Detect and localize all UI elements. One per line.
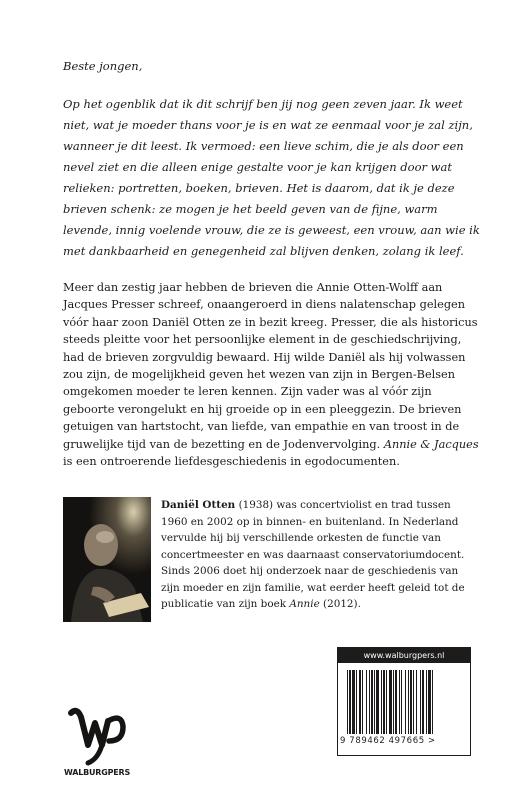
barcode-bar-24 [420,670,421,734]
isbn-number: 9 789462 497665 [340,736,425,746]
barcode-bar-27 [428,670,431,734]
publisher-url: www.walburgpers.nl [338,648,470,663]
letter-quote: Op het ogenblik dat ik dit schrijf ben jij nog geen zeven jaar. Ik weet niet, wat je moeder thans voor je is en wat ze eenmaal voor je zal zijn, wanneer je dit leest. Ik vermoed: een lieve schim, die je als door een nevel ziet en die alleen enige gestalte voor je kan krijgen door wat relieken: portretten, boeken, brieven. Het is daarom, dat ik je deze brieven schenk: ze mogen je het beeld geven van de fijne, warm levende, innig voelende vrouw, die ze is geweest, een vrouw, aan wie ik met dankbaarheid en genegenheid zal blijven denken, zolang ik leef. [63,97,480,258]
description-text: Meer dan zestig jaar hebben de brieven die Annie Otten-Wolff aan Jacques Presser schreef, onaangeroerd in diens nalatenschap gelegen vóór haar zoon Daniël Otten ze in bezit kreeg. Presser, die als historicus steeds pleitte voor het persoonlijke element in de geschiedschrijving, had de brieven zorgvuldig bewaard. Hij wilde Daniël als hij volwassen zou zijn, de mogelijkheid geven het wezen van zijn in Bergen-Belsen omgekomen moeder te leren kennen. Zijn vader was al vóór zijn geboorte verongelukt en hij groeide op in een pleeggezin. De brieven getuigen van hartstocht, van liefde, van empathie en van troost in de gruwelijke tijd van de bezetting en de Jodenvervolging. [63,281,478,451]
barcode-bar-11 [381,670,382,734]
barcode-arrow: > [428,736,436,746]
walburgpers-logo-icon [62,703,132,767]
barcode-bar-1 [349,670,351,734]
barcode-bar-14 [389,670,392,734]
barcode-bar-9 [374,670,375,734]
book-title: Annie & Jacques [383,437,479,451]
letter-salutation: Beste jongen, [63,59,143,73]
author-name: Daniël Otten [161,499,236,511]
author-bio-end: (2012). [323,598,361,610]
barcode-bar-25 [422,670,424,734]
barcode-bar-28 [432,670,433,734]
publisher-name: WALBURGPERS [63,768,131,777]
barcode-bar-0 [347,670,348,734]
barcode-bar-13 [386,670,387,734]
barcode-bar-18 [401,670,402,734]
barcode-bar-22 [413,670,414,734]
barcode-bar-20 [408,670,409,734]
author-bio-text: (1938) was concertviolist en trad tussen 1960 en 2002 op in binnen- en buitenland. In Nederland vervulde hij bij verschillende orkesten de functie van concertmeester en was daarnaast conservatoriumdocent. Sinds 2006 doet hij onderzoek naar de geschiedenis van zijn moeder en zijn familie, wat eerder heeft geleid tot de publicatie van zijn boek [161,499,465,610]
barcode-bar-6 [366,670,367,734]
barcode [337,647,471,756]
barcode-bar-26 [426,670,427,734]
barcode-bars [347,670,461,734]
barcode-bar-19 [405,670,406,734]
description-text-end: is een ontroerende liefdesgeschiedenis in egodocumenten. [63,455,400,469]
barcode-bar-5 [362,670,363,734]
author-bio [161,497,473,613]
barcode-bar-7 [369,670,370,734]
barcode-bar-16 [395,670,397,734]
barcode-bar-10 [376,670,379,734]
barcode-bar-8 [371,670,373,734]
barcode-bar-21 [410,670,412,734]
barcode-bar-3 [356,670,357,734]
barcode-bar-12 [383,670,385,734]
author-photo [63,497,151,622]
barcode-bar-15 [393,670,394,734]
publisher-logo [62,703,132,788]
barcode-bar-2 [352,670,355,734]
barcode-bar-17 [399,670,400,734]
author-book-title: Annie [289,598,320,610]
barcode-digits [340,736,468,746]
book-description [63,279,483,470]
barcode-bar-4 [359,670,361,734]
barcode-bar-23 [416,670,417,734]
